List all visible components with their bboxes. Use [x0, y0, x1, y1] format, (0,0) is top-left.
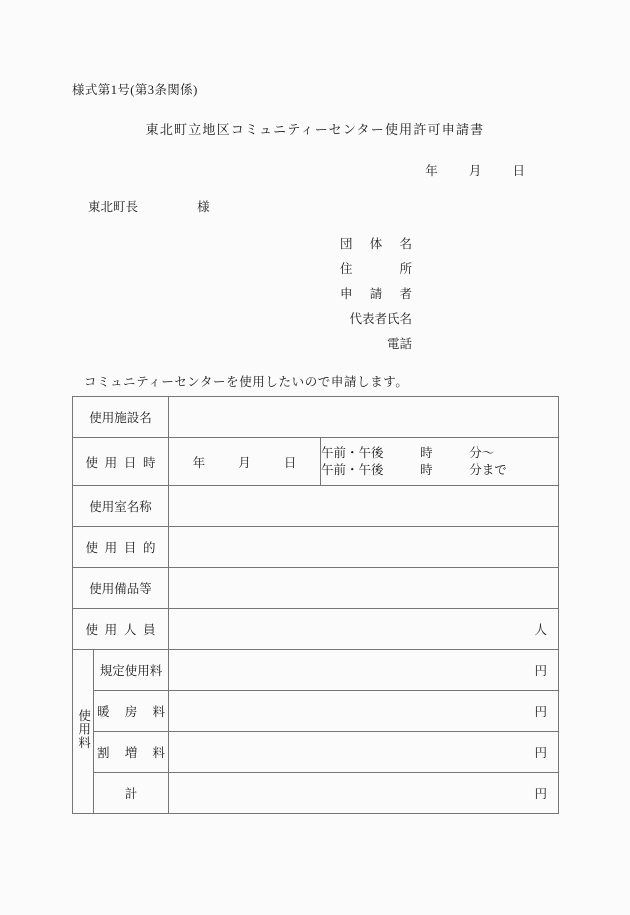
label-use-datetime-text: 使用日時 [85, 455, 156, 470]
time-from-minute-label: 分〜 [469, 445, 495, 460]
time-to-hour-label: 時 [420, 462, 433, 477]
applicant-row-phone [250, 332, 412, 357]
applicant-row-address [250, 257, 412, 282]
applicant-row-representative [250, 307, 412, 332]
date-day-label: 日 [512, 164, 525, 178]
input-use-date[interactable] [169, 438, 321, 486]
application-table [72, 396, 559, 814]
table-row-attendees [73, 609, 559, 650]
time-from-hour-label: 時 [420, 445, 433, 460]
fee-total-unit-label: 円 [534, 787, 548, 801]
applicant-label-applicant: 申請者 [340, 287, 412, 301]
applicant-row-organization [250, 232, 412, 257]
label-fee-surcharge [94, 732, 169, 773]
use-time-from-line [321, 445, 558, 462]
form-number: 様式第1号(第3条関係) [72, 83, 198, 97]
document-title: 東北町立地区コミュニティーセンター使用許可申請書 [145, 122, 485, 137]
label-facility-name: 使用施設名 [73, 397, 169, 438]
label-fee-total: 計 [94, 773, 169, 814]
request-statement: コミュニティーセンターを使用したいので申請します。 [84, 375, 409, 389]
input-fee-total[interactable] [169, 773, 559, 814]
applicant-label-organization: 団体名 [340, 237, 412, 251]
input-equipment[interactable] [169, 568, 559, 609]
input-fee-heating[interactable] [169, 691, 559, 732]
use-time-to-line [321, 462, 558, 479]
label-room-name: 使用室名称 [73, 486, 169, 527]
applicant-block [250, 232, 412, 357]
table-row-room-name [73, 486, 559, 527]
time-to-ampm-label: 午前・午後 [321, 462, 384, 477]
applicant-label-address: 住所 [340, 262, 412, 276]
label-purpose-text: 使用目的 [85, 541, 156, 555]
fee-heating-unit-label: 円 [534, 705, 548, 719]
table-row-fee-heating [73, 691, 559, 732]
label-fee-heating-text: 暖房料 [97, 705, 165, 719]
table-row-fee-standard [73, 650, 559, 691]
addressee-honorific: 様 [197, 200, 210, 214]
table-row-facility-name [73, 397, 559, 438]
label-equipment: 使用備品等 [73, 568, 169, 609]
submission-date-line [0, 161, 525, 179]
table-row-use-datetime [73, 438, 559, 486]
label-fee-heating [94, 691, 169, 732]
table-row-fee-total [73, 773, 559, 814]
attendees-unit-label: 人 [534, 623, 548, 637]
label-fee-group-text: 使用料 [76, 709, 91, 750]
label-attendees [73, 609, 169, 650]
table-row-fee-surcharge [73, 732, 559, 773]
label-purpose [73, 527, 169, 568]
applicant-label-representative: 代表者氏名 [349, 312, 412, 326]
input-purpose[interactable] [169, 527, 559, 568]
use-date-month-label: 月 [238, 455, 251, 470]
input-room-name[interactable] [169, 486, 559, 527]
time-from-ampm-label: 午前・午後 [321, 445, 384, 460]
use-date-year-label: 年 [192, 455, 206, 470]
addressee-line [88, 197, 210, 215]
table-row-equipment [73, 568, 559, 609]
use-date-day-label: 日 [283, 455, 297, 470]
input-facility-name[interactable] [169, 397, 559, 438]
input-use-time[interactable] [321, 438, 559, 486]
input-fee-surcharge[interactable] [169, 732, 559, 773]
date-month-label: 月 [468, 164, 482, 178]
label-fee-group [73, 650, 94, 814]
fee-standard-unit-label: 円 [534, 664, 548, 678]
label-fee-surcharge-text: 割増料 [97, 746, 165, 760]
label-attendees-text: 使用人員 [85, 623, 156, 637]
label-use-datetime [73, 438, 169, 486]
applicant-row-applicant [250, 282, 412, 307]
time-to-minute-label: 分まで [469, 462, 507, 477]
applicant-label-phone: 電話 [386, 337, 412, 351]
input-fee-standard[interactable] [169, 650, 559, 691]
input-attendees[interactable] [169, 609, 559, 650]
label-fee-standard: 規定使用料 [94, 650, 169, 691]
table-row-purpose [73, 527, 559, 568]
date-year-label: 年 [425, 164, 438, 178]
fee-surcharge-unit-label: 円 [534, 746, 548, 760]
addressee-name: 東北町長 [88, 200, 139, 214]
